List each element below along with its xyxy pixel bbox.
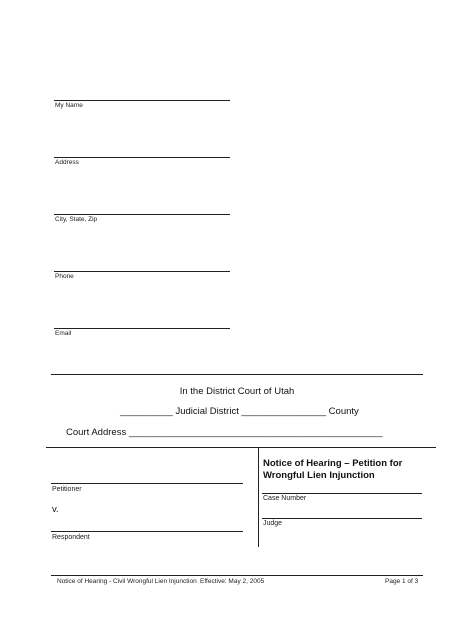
email-label: Email (55, 330, 72, 337)
name-label: My Name (55, 102, 83, 109)
county-blank[interactable]: ________________ (241, 406, 327, 417)
case-number-label: Case Number (263, 495, 307, 502)
name-line[interactable] (54, 100, 230, 101)
district-label: Judicial District (175, 406, 239, 417)
notice-title-line-2: Wrongful Lien Injunction (263, 470, 375, 481)
footer-page-number: Page 1 of 3 (385, 578, 419, 585)
phone-line[interactable] (54, 271, 230, 272)
petitioner-label: Petitioner (52, 486, 82, 493)
email-line[interactable] (54, 328, 230, 329)
court-address-line (66, 427, 382, 438)
caption-top-rule (46, 447, 436, 448)
district-blank[interactable]: __________ (120, 406, 173, 417)
phone-label: Phone (55, 273, 74, 280)
county-label: County (328, 406, 359, 417)
notice-title (263, 458, 402, 482)
footer-form-title: Notice of Hearing - Civil Wrongful Lien Injunction (57, 578, 197, 585)
city-state-zip-label: City, State, Zip (55, 216, 98, 223)
address-line[interactable] (54, 157, 230, 158)
versus-text: v. (52, 504, 59, 515)
notice-title-line-1: Notice of Hearing – Petition for (263, 458, 403, 469)
court-title: In the District Court of Utah (179, 386, 295, 397)
respondent-line[interactable] (51, 531, 243, 532)
case-number-line[interactable] (262, 493, 422, 494)
judge-line[interactable] (262, 518, 422, 519)
caption-divider (258, 447, 259, 547)
footer-rule (51, 575, 423, 576)
section-divider (51, 374, 423, 375)
footer-effective-date: Effective: May 2, 2005 (200, 578, 265, 585)
court-address-blank[interactable]: ________________________________________________ (128, 427, 383, 438)
petitioner-line[interactable] (51, 483, 243, 484)
address-label: Address (55, 159, 79, 166)
court-address-label: Court Address (66, 427, 127, 438)
judge-label: Judge (263, 520, 283, 527)
district-county-line (120, 406, 359, 417)
respondent-label: Respondent (52, 534, 90, 541)
city-state-zip-line[interactable] (54, 214, 230, 215)
